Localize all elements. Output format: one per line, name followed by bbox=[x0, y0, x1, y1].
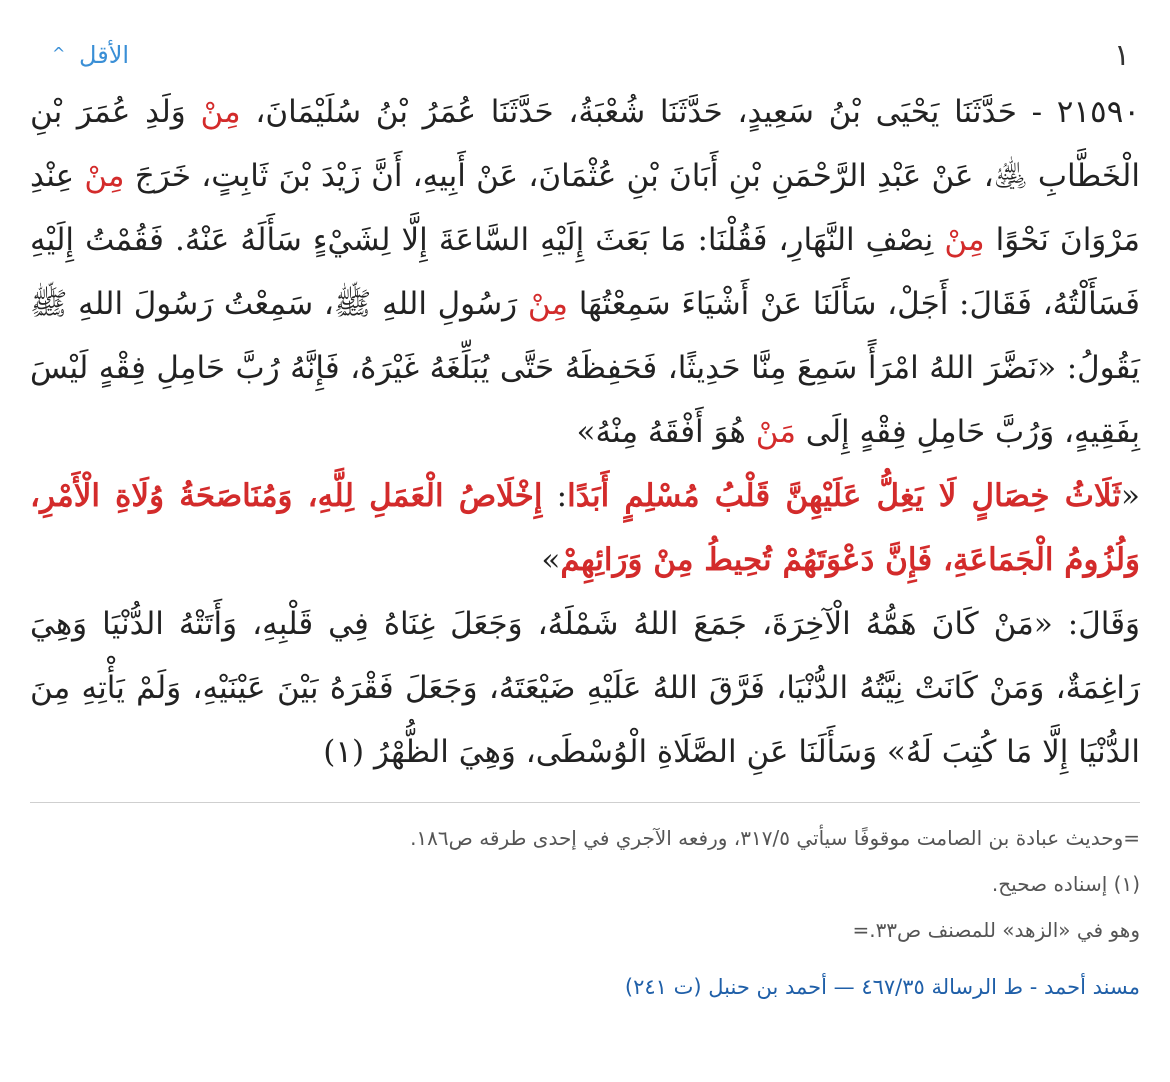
highlighted-term: مِنْ bbox=[944, 222, 985, 258]
result-number: ١ bbox=[1113, 37, 1130, 73]
text-segment: وَلَدِ عُمَرَ بْنِ الْخَطَّابِ ﵁، عَنْ عَبْدِ الرَّحْمَنِ بْنِ أَبَانَ بْنِ عُثْمَانَ، عَنْ أَبِيهِ، أَنَّ زَيْدَ بْنَ ثَابِتٍ، خَرَجَ bbox=[30, 94, 1140, 194]
hadith-paragraph-isnad bbox=[30, 80, 1140, 464]
footnote-divider bbox=[30, 802, 1140, 803]
card-header bbox=[30, 30, 1140, 80]
quote-mark: » bbox=[541, 542, 561, 578]
text-segment: : bbox=[542, 478, 568, 514]
text-segment: هُوَ أَفْقَهُ مِنْهُ» bbox=[576, 414, 756, 450]
hadith-text bbox=[30, 80, 1140, 784]
highlighted-phrase: ثَلَاثُ خِصَالٍ لَا يَغِلُّ عَلَيْهِنَّ قَلْبُ مُسْلِمٍ أَبَدًا bbox=[567, 478, 1122, 514]
footnote-note: وهو في «الزهد» للمصنف ص٣٣.= bbox=[852, 918, 1140, 942]
footnote-continuation: =وحديث عبادة بن الصامت موقوفًا سيأتي ٣١٧/٥، ورفعه الآجري في إحدى طرقه ص١٨٦. bbox=[410, 826, 1140, 850]
footnotes bbox=[30, 815, 1140, 953]
collapse-label: الأقل bbox=[79, 41, 130, 69]
collapse-button[interactable] bbox=[30, 41, 129, 69]
highlighted-term: مِنْ bbox=[84, 158, 125, 194]
hadith-paragraph-closing: وَقَالَ: «مَنْ كَانَ هَمُّهُ الْآخِرَةَ، جَمَعَ اللهُ شَمْلَهُ، وَجَعَلَ غِنَاهُ فِي قَلْبِهِ، وَأَتَتْهُ الدُّنْيَا وَهِيَ رَاغِمَةٌ، وَمَنْ كَانَتْ نِيَّتُهُ الدُّنْيَا، فَرَّقَ اللهُ عَلَيْهِ ضَيْعَتَهُ، وَجَعَلَ فَقْرَهُ بَيْنَ عَيْنَيْهِ، وَلَمْ يَأْتِهِ مِنَ الدُّنْيَا إِلَّا مَا كُتِبَ لَهُ» وَسَأَلَنَا عَنِ الصَّلَاةِ الْوُسْطَى، وَهِيَ الظُّهْرُ (١) bbox=[30, 606, 1140, 770]
hadith-paragraph-highlight bbox=[30, 464, 1140, 592]
text-segment: نِصْفِ النَّهَارِ، فَقُلْنَا: مَا بَعَثَ إِلَيْهِ السَّاعَةَ إِلَّا لِشَيْءٍ سَأَلَهُ عَنْهُ. فَقُمْتُ إِلَيْهِ فَسَأَلْتُهُ، فَقَالَ: أَجَلْ، سَأَلَنَا عَنْ أَشْيَاءَ سَمِعْتُهَا bbox=[30, 222, 1140, 322]
chevron-up-icon: ^ bbox=[52, 44, 66, 63]
highlighted-phrase: إِخْلَاصُ الْعَمَلِ لِلَّهِ، وَمُنَاصَحَةُ وُلَاةِ الْأَمْرِ، وَلُزُومُ الْجَمَاعَةِ، فَإِنَّ دَعْوَتَهُمْ تُحِيطُ مِنْ وَرَائِهِمْ bbox=[30, 478, 1140, 578]
highlighted-term: مَنْ bbox=[755, 414, 796, 450]
hadith-card bbox=[30, 30, 1140, 1007]
text-segment: رَسُولِ اللهِ ﷺ، سَمِعْتُ رَسُولَ اللهِ ﷺ يَقُولُ: «نَضَّرَ اللهُ امْرَأً سَمِعَ مِنَّا حَدِيثًا، فَحَفِظَهُ حَتَّى يُبَلِّغَهُ غَيْرَهُ، فَإِنَّهُ رُبَّ حَامِلِ فِقْهٍ لَيْسَ بِفَقِيهٍ، وَرُبَّ حَامِلِ فِقْهٍ إِلَى bbox=[30, 286, 1140, 450]
quote-mark: « bbox=[1121, 478, 1140, 514]
text-segment: ٢١٥٩٠ - حَدَّثَنَا يَحْيَى بْنُ سَعِيدٍ، حَدَّثَنَا شُعْبَةُ، حَدَّثَنَا عُمَرُ بْنُ سُلَيْمَانَ، bbox=[240, 94, 1141, 130]
text-segment: عِنْدِ مَرْوَانَ نَحْوًا bbox=[30, 158, 1140, 258]
footnote-1: (١) إسناده صحيح. bbox=[991, 872, 1140, 896]
highlighted-term: مِنْ bbox=[527, 286, 569, 322]
source-citation[interactable]: مسند أحمد - ط الرسالة ٤٦٧/٣٥ — أحمد بن حنبل (ت ٢٤١) bbox=[624, 975, 1140, 999]
highlighted-term: مِنْ bbox=[200, 94, 241, 130]
